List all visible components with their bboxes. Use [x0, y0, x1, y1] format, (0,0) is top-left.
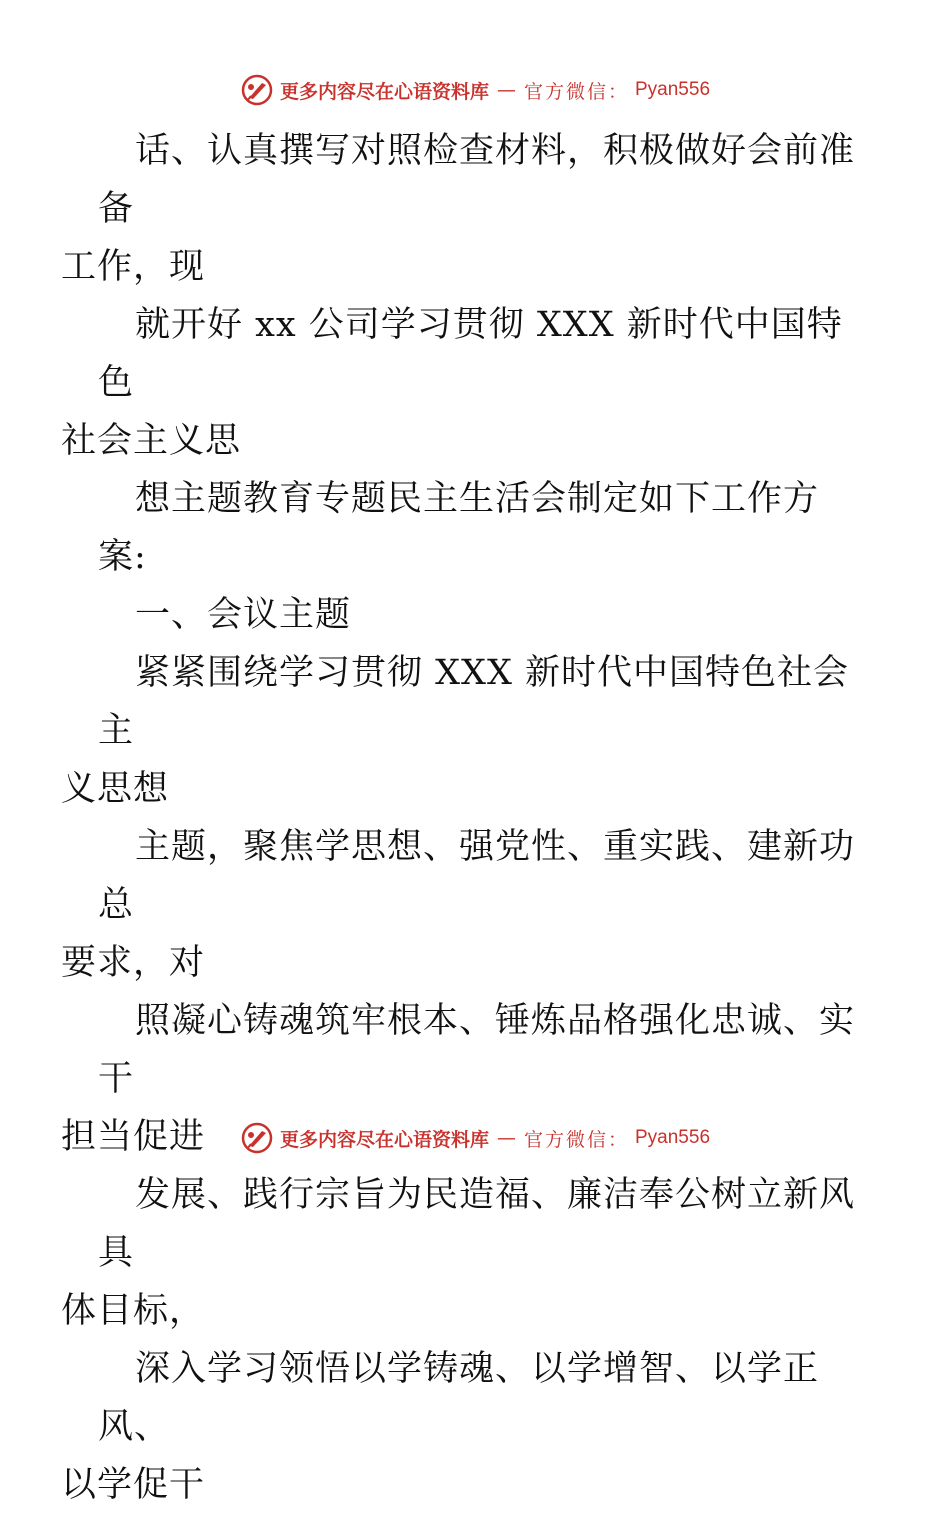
paragraph [61, 644, 858, 818]
paragraph-line: 以学促干 [61, 1465, 206, 1505]
paragraph-line: 发展、践行宗旨为民造福、廉洁奉公树立新风具 [98, 1175, 856, 1273]
paragraph-line: 主题，聚焦学思想、强党性、重实践、建新功总 [98, 827, 856, 925]
paragraph-line: 社会主义思 [61, 421, 242, 461]
paragraph-line: 工作，现 [61, 247, 206, 287]
watermark-label: 官方微信： [523, 1128, 629, 1151]
section-heading-text: 一、会议主题 [135, 595, 352, 635]
header-watermark [0, 70, 950, 110]
watermark-site-text: 更多内容尽在心语资料库 [279, 1128, 489, 1151]
paragraph [61, 296, 858, 470]
paragraph-line: 想主题教育专题民主生活会制定如下工作方案: [98, 479, 820, 577]
paragraph-line: 照凝心铸魂筑牢根本、锤炼品格强化忠诚、实干 [98, 1001, 856, 1099]
paragraph-line: 要求，对 [61, 943, 206, 983]
document-body [61, 122, 858, 1514]
paragraph [61, 1166, 858, 1340]
watermark-dash: — [496, 1127, 516, 1149]
watermark-dash: — [496, 79, 516, 101]
paragraph-line: 就开好 xx 公司学习贯彻 XXX 新时代中国特色 [98, 305, 843, 403]
paragraph-line: 义思想 [61, 769, 170, 809]
paragraph-line: 话、认真撰写对照检查材料，积极做好会前准备 [98, 131, 856, 229]
watermark-wechat-id: Pyan556 [635, 1127, 711, 1148]
footer-watermark [0, 1118, 950, 1158]
section-heading [98, 586, 858, 644]
quill-logo-icon [240, 1121, 274, 1155]
paragraph [61, 1340, 858, 1514]
quill-logo-icon [240, 73, 274, 107]
paragraph [61, 122, 858, 296]
paragraph-line: 紧紧围绕学习贯彻 XXX 新时代中国特色社会主 [98, 653, 850, 751]
paragraph-line: 体目标， [61, 1291, 206, 1331]
paragraph-line: 担当促进 [61, 1117, 206, 1157]
watermark-wechat-id: Pyan556 [635, 79, 711, 100]
paragraph [98, 470, 858, 586]
watermark-label: 官方微信： [523, 80, 629, 103]
paragraph [61, 818, 858, 992]
watermark-site-text: 更多内容尽在心语资料库 [279, 80, 489, 103]
paragraph-line: 深入学习领悟以学铸魂、以学增智、以学正风、 [98, 1349, 820, 1447]
